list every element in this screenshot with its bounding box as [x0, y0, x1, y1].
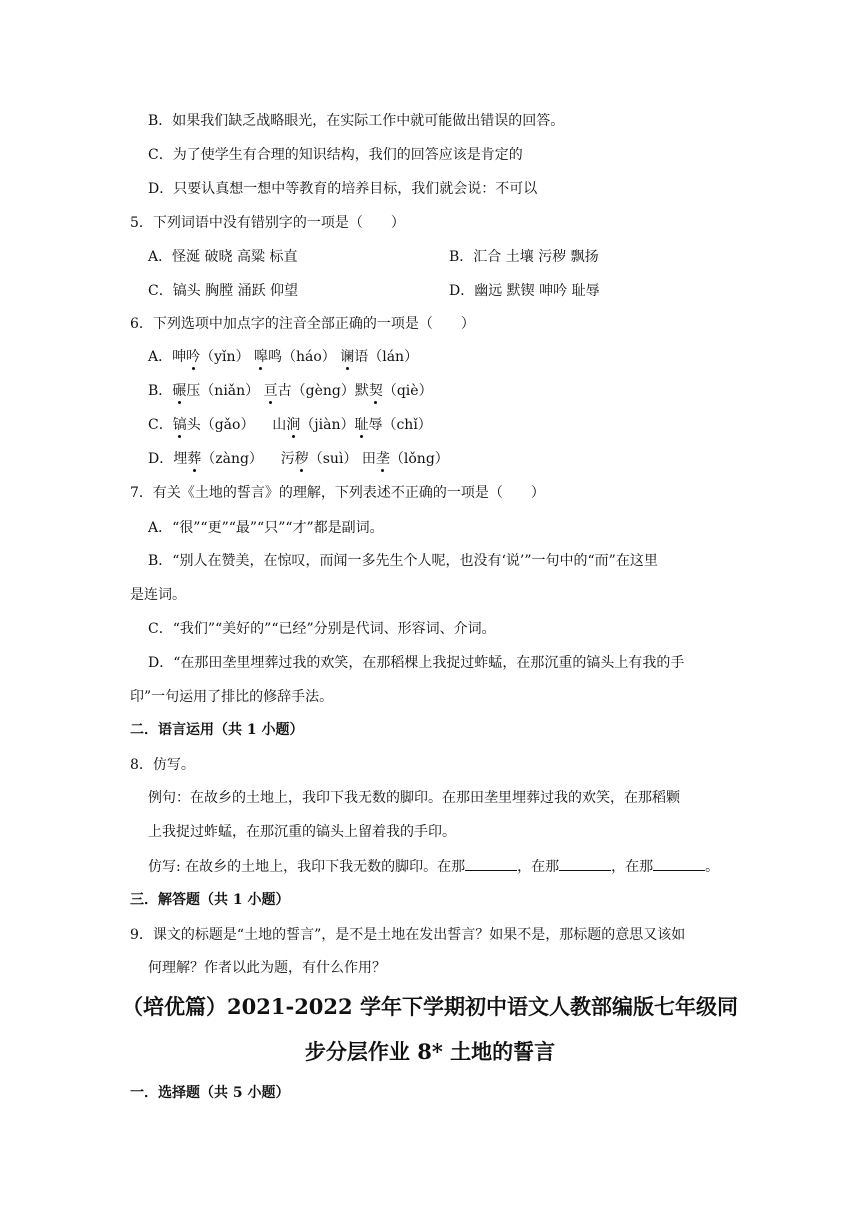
q4-option-d: D．只要认真想一想中等教育的培养目标，我们就会说：不可以	[148, 181, 538, 197]
dotted-char: 嗥	[253, 349, 268, 365]
dotted-char: 葬	[187, 451, 202, 467]
q7-option-b-line2: 是连词。	[130, 587, 186, 603]
q7-option-a: A．“很”“更”“最”“只”“才”都是副词。	[148, 520, 384, 536]
q4-option-c: C．为了使学生有合理的知识结构，我们的回答应该是肯定的	[148, 147, 523, 163]
answer-blank-3[interactable]	[653, 856, 705, 871]
q5-option-d: D．幽远 默锲 呻吟 耻辱	[449, 283, 600, 299]
dotted-char: 秽	[294, 451, 309, 467]
q8-stem: 8．仿写。	[130, 757, 195, 773]
q9-line1: 9．课文的标题是“土地的誓言”，是不是土地在发出誓言？如果不是，那标题的意思又该如	[130, 927, 686, 943]
q7-option-d-line1: D．“在那田垄里埋葬过我的欢笑，在那稻棵上我捉过蚱蜢，在那沉重的镐头上有我的手	[148, 655, 685, 671]
q7-option-b-line1: B．“别人在赞美，在惊叹，而闻一多先生个人呢，也没有‘说’”一句中的“而”在这里	[148, 553, 658, 569]
dotted-char: 亘	[263, 383, 278, 399]
q5-option-a: A．怪涎 破晓 高粱 标直	[148, 249, 298, 265]
q6-option-a: A．呻吟（yǐn） 嗥鸣（háo） 谰语（lán）	[148, 349, 419, 365]
dotted-char: 吟	[186, 349, 201, 365]
dotted-char: 镐	[172, 417, 187, 433]
dotted-char: 垄	[375, 451, 390, 467]
q7-option-c: C．“我们”“美好的”“已经”分别是代词、形容词、介词。	[148, 621, 496, 637]
q5-stem: 5．下列词语中没有错别字的一项是（ ）	[130, 215, 405, 231]
q6-option-b: B．碾压（niǎn） 亘古（gèng）默契（qiè）	[148, 383, 433, 399]
q8-example-line2: 上我捉过蚱蜢，在那沉重的镐头上留着我的手印。	[148, 824, 456, 840]
document-title-line1: （培优篇）2021-2022 学年下学期初中语文人教部编版七年级同	[122, 994, 738, 1019]
q8-example-line1: 例句：在故乡的土地上，我印下我无数的脚印。在那田垄里埋葬过我的欢笑，在那稻颗	[148, 790, 680, 806]
dotted-char: 碾	[172, 383, 187, 399]
q6-option-d: D．埋葬（zàng） 污秽（suì） 田垄（lǒng）	[148, 451, 449, 467]
q6-stem: 6．下列选项中加点字的注音全部正确的一项是（ ）	[130, 316, 475, 332]
q6-option-c: C．镐头（gǎo） 山涧（jiàn）耻辱（chǐ）	[148, 417, 432, 433]
q9-line2: 何理解？作者以此为题，有什么作用？	[148, 960, 386, 976]
section-heading-1: 一．选择题（共 5 小题）	[130, 1085, 290, 1101]
section-heading-2: 二．语言运用（共 1 小题）	[130, 722, 304, 738]
dotted-char: 涧	[286, 417, 301, 433]
answer-blank-2[interactable]	[559, 856, 611, 871]
dotted-char: 契	[368, 383, 383, 399]
q5-option-c: C．镐头 胸膛 涌跃 仰望	[148, 283, 299, 299]
q7-stem: 7．有关《土地的誓言》的理解，下列表述不正确的一项是（ ）	[130, 485, 545, 501]
section-heading-3: 三．解答题（共 1 小题）	[130, 892, 290, 908]
q4-option-b: B．如果我们缺乏战略眼光，在实际工作中就可能做出错误的回答。	[148, 113, 565, 129]
q5-option-b: B．汇合 土壤 污秽 飘扬	[449, 249, 599, 265]
q7-option-d-line2: 印”一句运用了排比的修辞手法。	[130, 689, 334, 705]
answer-blank-1[interactable]	[465, 856, 517, 871]
document-title-line2: 步分层作业 8* 土地的誓言	[304, 1039, 556, 1064]
dotted-char: 耻	[354, 417, 369, 433]
q8-imitation-line: 仿写: 在故乡的土地上，我印下我无数的脚印。在那 ，在那 ，在那 。	[148, 856, 719, 877]
dotted-char: 谰	[340, 349, 355, 365]
